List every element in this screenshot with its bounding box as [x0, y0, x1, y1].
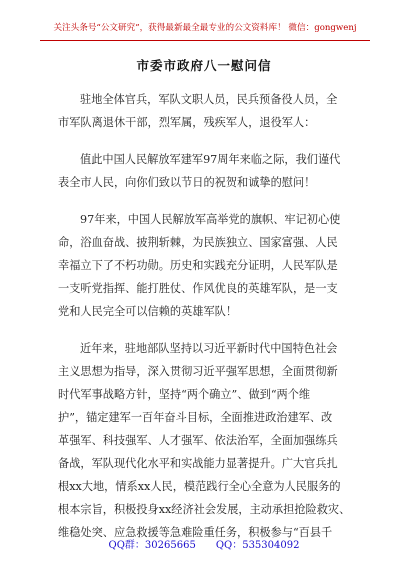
paragraph-salutation — [58, 88, 354, 134]
footer-contact — [0, 536, 408, 551]
text-line: 近年来，驻地部队坚持以习近平新时代中国特色社会 — [80, 342, 338, 355]
text-line: 97年来，中国人民解放军高举党的旗帜、牢记初心使 — [80, 213, 341, 226]
text-line: 备战，军队现代化水平和实战能力显著提升。广大官兵扎 — [58, 457, 338, 470]
text-line: 时代军事战略方针，坚持“两个确立”、做到“两个维 — [58, 388, 311, 401]
text-line: 驻地全体官兵，军队文职人员，民兵预备役人员，全 — [80, 93, 338, 106]
text-line: 值此中国人民解放军建军97周年来临之际，我们谨代 — [80, 153, 341, 166]
text-line: 命，浴血奋战、披荆斩棘，为民族独立、国家富强、人民 — [58, 236, 338, 249]
text-line: 市军队离退休干部，烈军属，残疾军人，退役军人： — [58, 116, 316, 129]
text-line: 幸福立下了不朽功勋。历史和实践充分证明，人民军队是 — [58, 259, 338, 272]
header-banner: 关注头条号“公文研究”，获得最新最全最专业的公文资料库！ 微信：gongwenj — [53, 23, 357, 33]
document-body — [58, 88, 354, 558]
text-line: 根xx大地，情系xx人民，模范践行全心全意为人民服务的 — [58, 480, 341, 493]
paragraph-greeting — [58, 148, 354, 194]
text-line: 表全市人民，向你们致以节日的祝贺和诚挚的慰问！ — [58, 176, 316, 189]
text-line: 一支听党指挥、能打胜仗、作风优良的英雄军队，是一支 — [58, 282, 338, 295]
text-line: 根本宗旨，积极投身xx经济社会发展，主动承担抢险救灾、 — [58, 503, 351, 516]
document-title: 市委市政府八一慰问信 — [136, 58, 272, 73]
header-divider — [40, 40, 370, 41]
text-line: 主义思想为指导，深入贯彻习近平强军思想，全面贯彻新 — [58, 365, 338, 378]
paragraph-recent-years — [58, 337, 354, 544]
text-line: 护”，锚定建军一百年奋斗目标，全面推进政治建军、改 — [58, 411, 333, 424]
footer-qq-number: QQ：535304092 — [215, 540, 300, 551]
footer-qq-group: QQ群：30265665 — [108, 540, 196, 551]
text-line: 党和人民完全可以信赖的英雄军队！ — [58, 305, 238, 318]
paragraph-history — [58, 208, 354, 323]
text-line: 革强军、科技强军、人才强军、依法治军，全面加强练兵 — [58, 434, 338, 447]
text-line: 维稳处突、应急救援等急难险重任务，积极参与“百县千 — [58, 526, 333, 539]
